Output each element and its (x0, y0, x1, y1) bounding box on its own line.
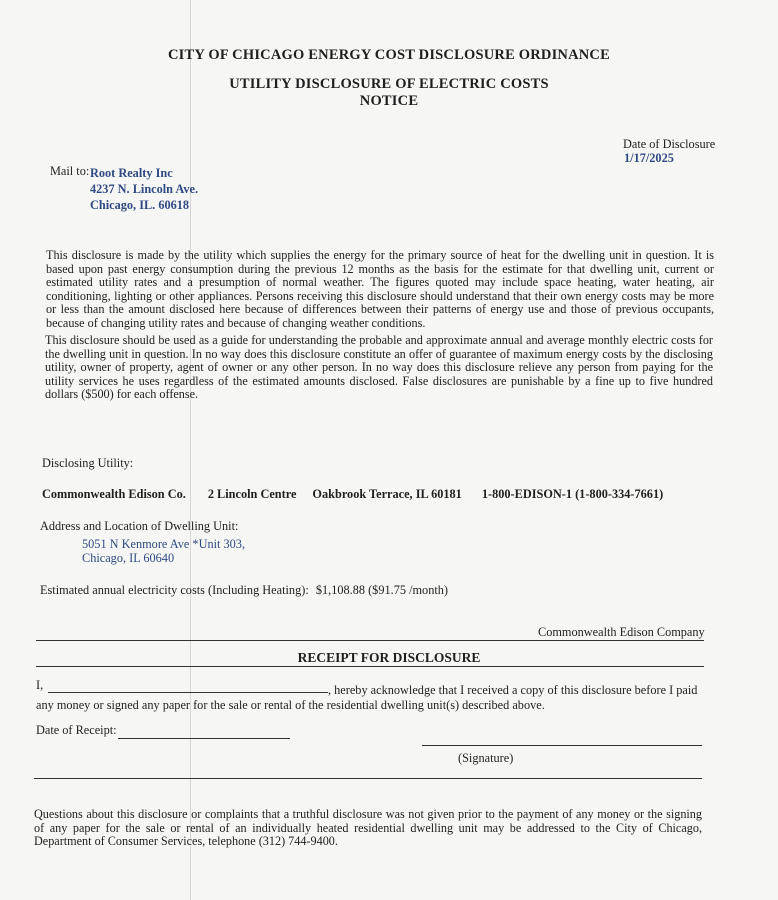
title-line-2: UTILITY DISCLOSURE OF ELECTRIC COSTS (229, 76, 549, 92)
name-blank-line[interactable] (48, 692, 328, 693)
date-of-receipt-label: Date of Receipt: (36, 723, 117, 737)
dwelling-address-1: 5051 N Kenmore Ave *Unit 303, (82, 537, 246, 551)
mail-to-address-1: 4237 N. Lincoln Ave. (90, 182, 199, 196)
divider-receipt (36, 666, 704, 667)
paragraph-1-text: This disclosure is made by the utility which supplies the energy for the primary source of heat for the dwelling unit in question. It is based upon past energy consumption during the previous 12 months as the basis for the estimate for that dwelling unit, current or estimated utility rates and a presumption of normal weather. The figures quoted may include space heating, water heating, air conditioning, lighting or other appliances. Persons receiving this disclosure should understand that their own energy costs may be more or less than the amount disclosed here because of differences between their patterns of energy use and those of previous occupants, because of changing utility rates and because of changing weather conditions. (46, 248, 714, 330)
acknowledge-line-2: any money or signed any paper for the sale or rental of the residential dwelling unit(s) described above. (36, 698, 545, 712)
title-line-1: CITY OF CHICAGO ENERGY COST DISCLOSURE ORDINANCE (168, 47, 610, 63)
footer-text: Questions about this disclosure or complaints that a truthful disclosure was not given prior to the payment of any money or the signing of any paper for the sale or rental of an individually heated residential dwelling unit may be addressed to the City of Chicago, Department of Consumer Services, telephone (312) 744-9400. (34, 807, 702, 849)
utility-name: Commonwealth Edison Co. (42, 487, 186, 501)
title-line-3: NOTICE (359, 93, 419, 109)
signature-line[interactable] (422, 745, 702, 746)
paragraph-2-text: This disclosure should be used as a guide for understanding the probable and approximate annual and average monthly electric costs for the dwelling unit in question. In no way does this disclosure constitute an offer of guarantee of maximum energy costs by the disclosing utility, owner of property, agent of owner or any other person. In no way does this disclosure relieve any person from paying for the utility services he uses regardless of the estimated amounts disclosed. False disclosures are punishable by a fine up to five hundred dollars ($500) for each offense. (45, 333, 713, 402)
paper-fold-line (190, 0, 191, 900)
mail-to-address-2: Chicago, IL. 60618 (90, 198, 190, 212)
estimate-row (40, 583, 448, 597)
footer-paragraph (34, 808, 702, 849)
date-of-disclosure-label: Date of Disclosure (623, 137, 716, 151)
estimate-value: $1,108.88 ($91.75 /month) (315, 583, 449, 597)
receipt-title: RECEIPT FOR DISCLOSURE (297, 650, 481, 665)
disclosure-paragraph-1 (46, 249, 714, 331)
acknowledge-line-1: , hereby acknowledge that I received a copy of this disclosure before I paid (328, 683, 698, 697)
dwelling-address-2: Chicago, IL 60640 (82, 551, 175, 565)
signature-label: (Signature) (458, 751, 514, 765)
company-signature: Commonwealth Edison Company (538, 625, 705, 639)
utility-city: Oakbrook Terrace, IL 60181 (312, 487, 462, 501)
divider-top (36, 640, 704, 641)
date-of-disclosure-value: 1/17/2025 (624, 151, 674, 165)
mail-to-name: Root Realty Inc (90, 166, 173, 180)
mail-to-label: Mail to: (50, 164, 90, 178)
utility-phone: 1-800-EDISON-1 (1-800-334-7661) (481, 487, 664, 501)
receipt-i-label: I, (36, 678, 44, 692)
disclosing-utility-label: Disclosing Utility: (42, 456, 134, 470)
estimate-label: Estimated annual electricity costs (Including Heating): (40, 583, 309, 597)
divider-bottom (34, 778, 702, 779)
utility-info-row (42, 487, 663, 501)
dwelling-label: Address and Location of Dwelling Unit: (40, 519, 239, 533)
date-of-receipt-line[interactable] (118, 738, 290, 739)
utility-street: 2 Lincoln Centre (207, 487, 297, 501)
disclosure-paragraph-2 (45, 334, 713, 402)
